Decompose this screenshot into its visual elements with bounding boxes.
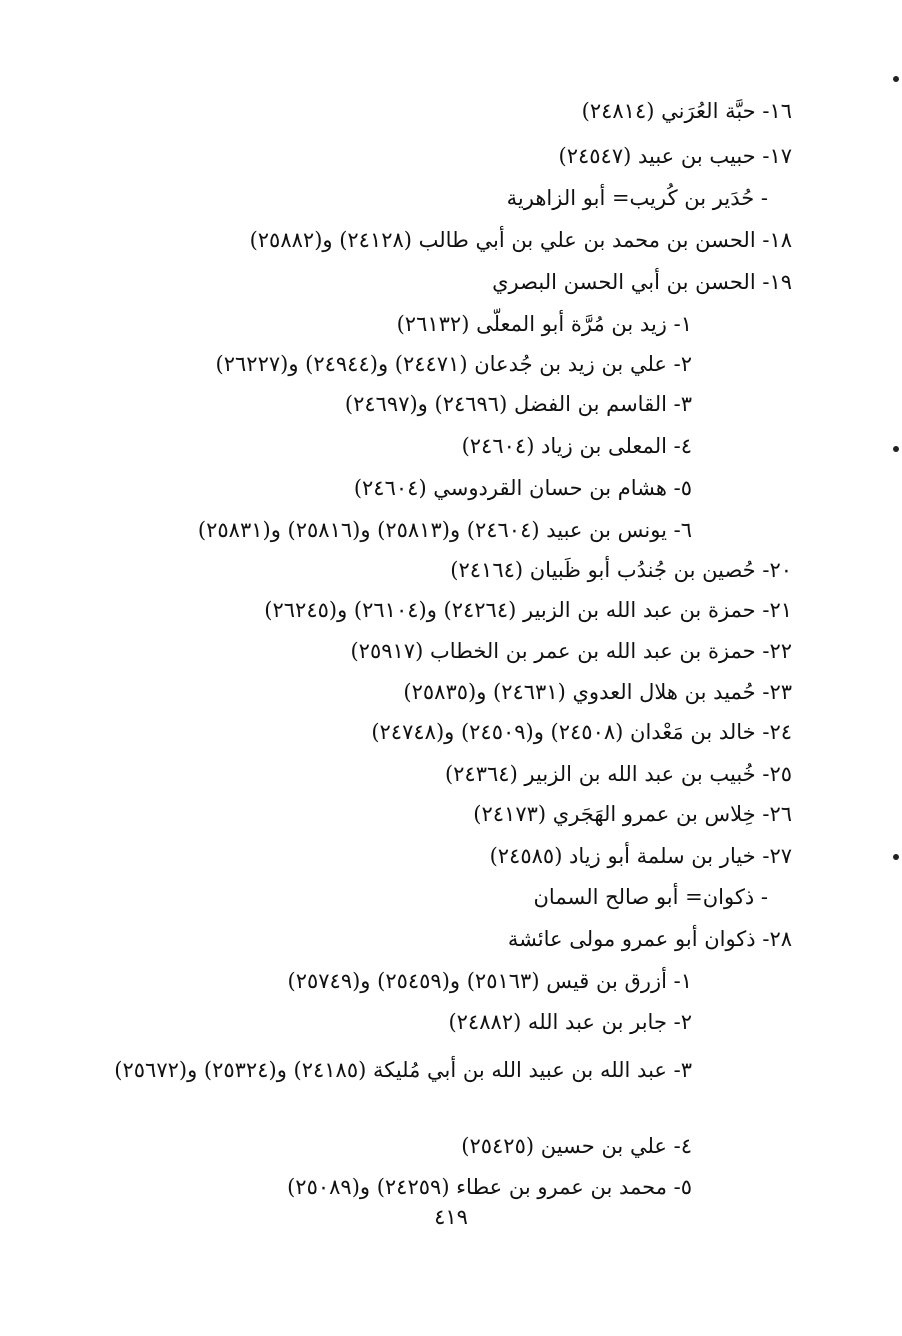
page-number: ٤١٩: [434, 1205, 468, 1229]
entry-19: ١٩- الحسن بن أبي الحسن البصري: [492, 270, 792, 294]
entry-hudayr-crossref: - حُدَير بن كُريب= أبو الزاهرية: [506, 186, 768, 210]
entry-28-sub-3: ٣- عبد الله بن عبيد الله بن أبي مُليكة (٢٤١٨٥) و(٢٥٣٢٤) و(٢٥٦٧٢): [114, 1058, 692, 1082]
entry-21: ٢١- حمزة بن عبد الله بن الزبير (٢٤٢٦٤) و(٢٦١٠٤) و(٢٦٢٤٥): [264, 598, 792, 622]
margin-mark: [893, 854, 899, 860]
margin-mark: [893, 446, 899, 452]
entry-20: ٢٠- حُصين بن جُندُب أبو ظَبيان (٢٤١٦٤): [450, 558, 792, 582]
entry-28-sub-2: ٢- جابر بن عبد الله (٢٤٨٨٢): [448, 1010, 692, 1034]
entry-28-sub-5: ٥- محمد بن عمرو بن عطاء (٢٤٢٥٩) و(٢٥٠٨٩): [287, 1175, 692, 1199]
entry-16: ١٦- حبَّة العُرَني (٢٤٨١٤): [581, 99, 792, 123]
entry-19-sub-5: ٥- هشام بن حسان القردوسي (٢٤٦٠٤): [353, 476, 692, 500]
entry-19-sub-4: ٤- المعلى بن زياد (٢٤٦٠٤): [461, 434, 692, 458]
entry-28-sub-4: ٤- علي بن حسين (٢٥٤٢٥): [461, 1134, 692, 1158]
entry-25: ٢٥- خُبيب بن عبد الله بن الزبير (٢٤٣٦٤): [444, 762, 792, 786]
entry-dhakwan-crossref: - ذكوان= أبو صالح السمان: [533, 885, 768, 909]
entry-26: ٢٦- خِلاس بن عمرو الهَجَري (٢٤١٧٣): [473, 802, 792, 826]
entry-24: ٢٤- خالد بن مَعْدان (٢٤٥٠٨) و(٢٤٥٠٩) و(٢٤٧٤٨): [371, 720, 792, 744]
entry-27: ٢٧- خيار بن سلمة أبو زياد (٢٤٥٨٥): [489, 844, 792, 868]
entry-19-sub-2: ٢- علي بن زيد بن جُدعان (٢٤٤٧١) و(٢٤٩٤٤) و(٢٦٢٢٧): [215, 352, 692, 376]
entry-22: ٢٢- حمزة بن عبد الله بن عمر بن الخطاب (٢٥٩١٧): [350, 639, 792, 663]
entry-19-sub-1: ١- زيد بن مُرَّة أبو المعلّى (٢٦١٣٢): [396, 312, 692, 336]
entry-17: ١٧- حبيب بن عبيد (٢٤٥٤٧): [558, 144, 792, 168]
entry-19-sub-6: ٦- يونس بن عبيد (٢٤٦٠٤) و(٢٥٨١٣) و(٢٥٨١٦) و(٢٥٨٣١): [197, 518, 692, 542]
margin-mark: [893, 76, 899, 82]
entry-28: ٢٨- ذكوان أبو عمرو مولى عائشة: [507, 927, 792, 951]
entry-23: ٢٣- حُميد بن هلال العدوي (٢٤٦٣١) و(٢٥٨٣٥): [403, 680, 792, 704]
entry-19-sub-3: ٣- القاسم بن الفضل (٢٤٦٩٦) و(٢٤٦٩٧): [344, 392, 692, 416]
entry-18: ١٨- الحسن بن محمد بن علي بن أبي طالب (٢٤١٢٨) و(٢٥٨٨٢): [249, 228, 792, 252]
entry-28-sub-1: ١- أزرق بن قيس (٢٥١٦٣) و(٢٥٤٥٩) و(٢٥٧٤٩): [287, 969, 692, 993]
